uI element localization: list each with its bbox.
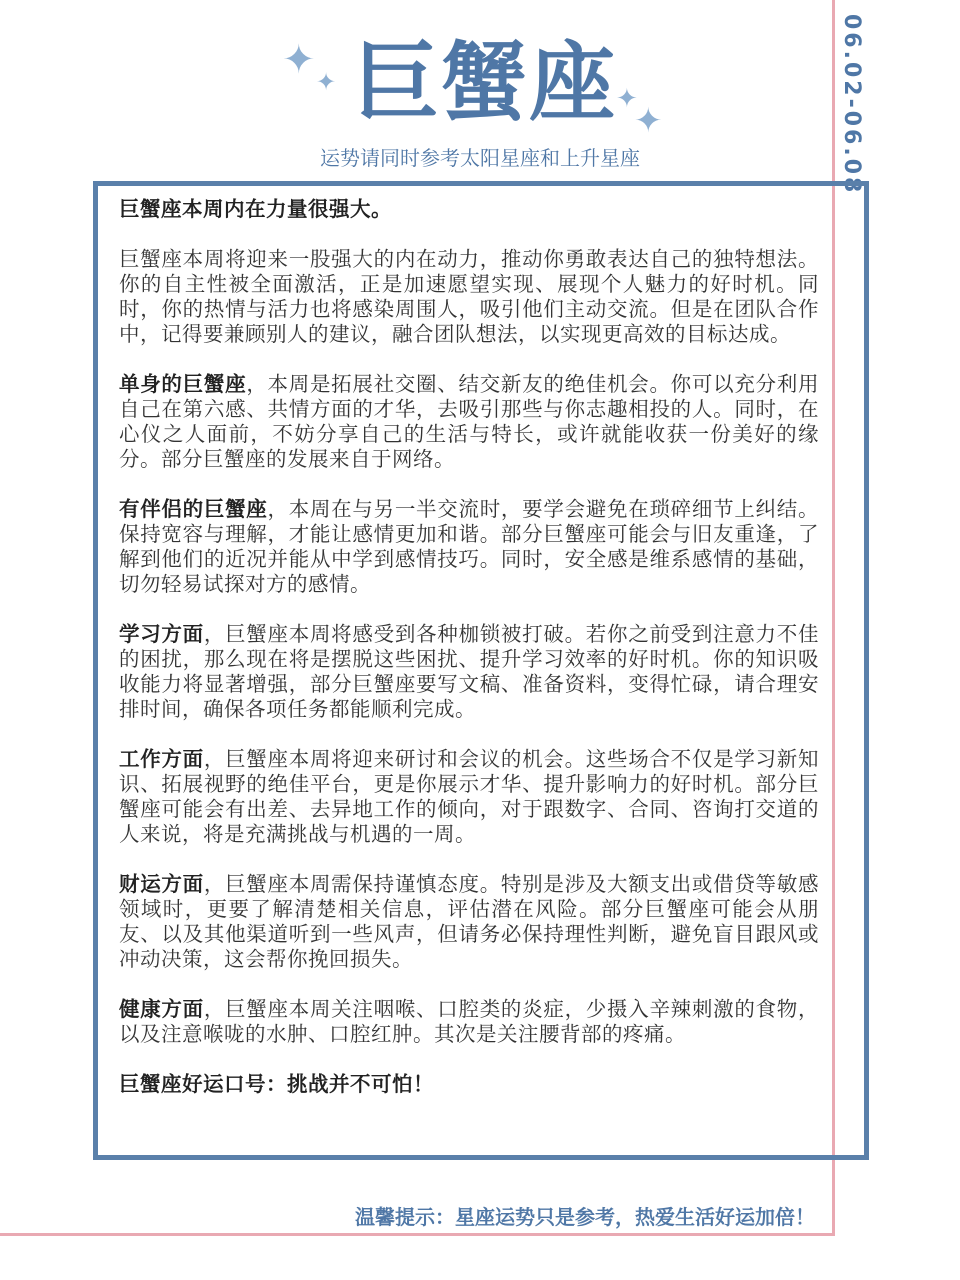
section-text: ，巨蟹座本周将感受到各种枷锁被打破。若你之前受到注意力不佳的困扰，那么现在将是摆脱这些困扰、提升学习效率的好时机。你的知识吸收能力将显著增强，部分巨蟹座要写文稿、准备资料，变得忙碌，请合理安排时间，确保各项任务都能顺利完成。 xyxy=(119,622,819,721)
section-text: ，本周是拓展社交圈、结交新友的绝佳机会。你可以充分利用自己在第六感、共情方面的才华，去吸引那些与你志趣相投的人。同时，在心仪之人面前，不妨分享自己的生活与特长，或许就能收获一份美好的缘分。部分巨蟹座的发展来自于网络。 xyxy=(119,372,819,471)
section-label: 工作方面 xyxy=(119,747,204,771)
sparkle-icon: ✦ xyxy=(634,101,663,141)
page-subtitle: 运势请同时参考太阳星座和上升星座 xyxy=(320,146,640,170)
slogan: 巨蟹座好运口号：挑战并不可怕！ xyxy=(119,1072,434,1096)
section-text: ，本周在与另一半交流时，要学会避免在琐碎细节上纠结。保持宽容与理解，才能让感情更加和谐。部分巨蟹座可能会与旧友重逢，了解到他们的近况并能从中学到感情技巧。同时，安全感是维系感情的基础，切勿轻易试探对方的感情。 xyxy=(119,497,819,596)
section-label: 学习方面 xyxy=(119,622,204,646)
section-label: 单身的巨蟹座 xyxy=(119,372,247,396)
intro-paragraph: 巨蟹座本周将迎来一股强大的内在动力，推动你勇敢表达自己的独特想法。你的自主性被全面激活，正是加速愿望实现、展现个人魅力的好时机。同时，你的热情与活力也将感染周围人，吸引他们主动交流。但是在团队合作中，记得要兼顾别人的建议，融合团队想法，以实现更高效的目标达成。 xyxy=(119,247,819,346)
section-study xyxy=(119,622,819,722)
horoscope-content xyxy=(119,197,819,1122)
section-wealth xyxy=(119,872,819,972)
headline-paragraph xyxy=(119,197,819,222)
page-title: 巨蟹座 xyxy=(353,33,617,133)
sparkle-icon: ✦ xyxy=(616,84,638,114)
sparkle-icon: ✦ xyxy=(316,68,337,96)
headline: 巨蟹座本周内在力量很强大。 xyxy=(119,197,392,221)
section-work xyxy=(119,747,819,847)
pink-horizontal-line xyxy=(0,1233,835,1236)
section-label: 有伴侣的巨蟹座 xyxy=(119,497,268,521)
slogan-paragraph xyxy=(119,1072,819,1097)
section-health xyxy=(119,997,819,1047)
section-partnered xyxy=(119,497,819,597)
section-label: 健康方面 xyxy=(119,997,204,1021)
date-range: 06.02-06.08 xyxy=(839,14,864,196)
section-single xyxy=(119,372,819,472)
sparkle-icon: ✦ xyxy=(282,37,316,83)
section-text: ，巨蟹座本周关注咽喉、口腔类的炎症，少摄入辛辣刺激的食物，以及注意喉咙的水肿、口腔红肿。其次是关注腰背部的疼痛。 xyxy=(119,997,819,1046)
section-text: ，巨蟹座本周需保持谨慎态度。特别是涉及大额支出或借贷等敏感领域时，更要了解清楚相关信息，评估潜在风险。部分巨蟹座可能会从朋友、以及其他渠道听到一些风声，但请务必保持理性判断，避免盲目跟风或冲动决策，这会帮你挽回损失。 xyxy=(119,872,819,971)
footer-tip: 温馨提示：星座运势只是参考，热爱生活好运加倍！ xyxy=(355,1205,815,1229)
section-label: 财运方面 xyxy=(119,872,204,896)
section-text: ，巨蟹座本周将迎来研讨和会议的机会。这些场合不仅是学习新知识、拓展视野的绝佳平台，更是你展示才华、提升影响力的好时机。部分巨蟹座可能会有出差、去异地工作的倾向，对于跟数字、合同、咨询打交道的人来说，将是充满挑战与机遇的一周。 xyxy=(119,747,819,846)
